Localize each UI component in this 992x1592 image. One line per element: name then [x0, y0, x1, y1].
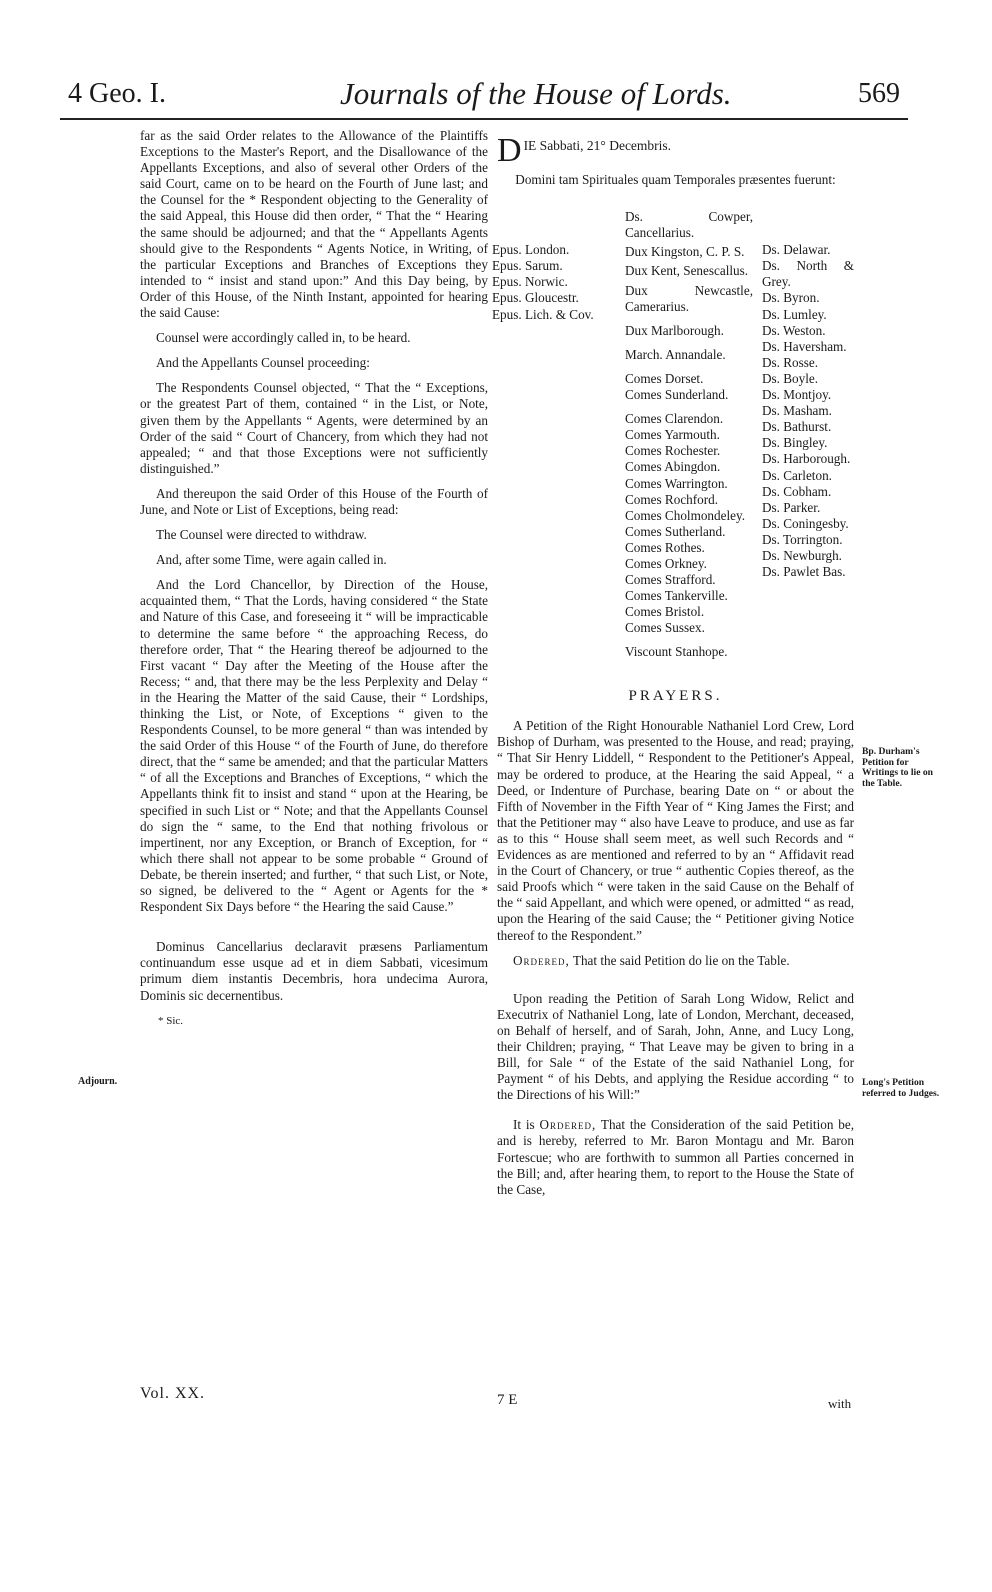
lord-name: Comes Abingdon. — [625, 459, 721, 475]
order-text: That the said Petition do lie on the Table. — [572, 952, 790, 968]
ordered-word-2: Ordered, — [539, 1117, 597, 1133]
paragraph-4: The Respondents Counsel objected, “ That the “ Exceptions, or the greatest Part of them, contained “ in the List, or Note, given them by the Appellants “ Agents, were determined by an Order of the said “ Court of Chancery, from which they had not appealed; “ and that those Exceptions were not sufficiently distinguished.” — [140, 380, 488, 476]
lord-name: Comes Bristol. — [625, 604, 705, 620]
paragraph-7: And, after some Time, were again called in. — [156, 552, 387, 568]
lord-name: Dux Newcastle, Camerarius. — [625, 282, 753, 314]
regnal-year: 4 Geo. I. — [68, 78, 166, 109]
margin-note-durham: Bp. Durham's Petition for Writings to lie on the Table. — [862, 746, 933, 789]
journal-title: Journals of the House of Lords. — [340, 76, 732, 111]
volume-number: Vol. XX. — [140, 1385, 206, 1402]
lord-name: Ds. Lumley. — [762, 306, 827, 322]
drop-cap: D — [497, 132, 522, 169]
paragraph-6: The Counsel were directed to withdraw. — [156, 527, 367, 543]
left-column — [140, 128, 488, 1038]
it-is-text: It is — [513, 1117, 535, 1133]
signature-mark: 7 E — [497, 1392, 518, 1408]
lord-name: Comes Dorset. — [625, 370, 704, 386]
footnote: * Sic. — [158, 1014, 184, 1027]
lord-name: Comes Warrington. — [625, 475, 728, 491]
paragraph-3: And the Appellants Counsel proceeding: — [156, 355, 370, 371]
lord-name: Comes Rochford. — [625, 491, 719, 507]
lord-name: Ds. Montjoy. — [762, 387, 832, 403]
lord-name: Dux Kingston, C. P. S. — [625, 244, 745, 260]
lord-name: Ds. Rosse. — [762, 354, 819, 370]
lord-name: Ds. Cobham. — [762, 483, 832, 499]
lord-name: Ds. Haversham. — [762, 338, 847, 354]
lord-name: Ds. Harborough. — [762, 451, 851, 467]
lord-name: Viscount Stanhope. — [625, 644, 728, 660]
sitting-date — [497, 132, 854, 169]
lord-name: Ds. Boyle. — [762, 370, 819, 386]
lord-name: Epus. Norwic. — [492, 274, 568, 290]
lord-name: Dux Marlborough. — [625, 322, 724, 338]
lord-name: Ds. Masham. — [762, 403, 832, 419]
lord-name: Comes Tankerville. — [625, 588, 728, 604]
lord-name: Epus. London. — [492, 242, 570, 258]
order-referred — [497, 1117, 854, 1197]
page-number: 569 — [858, 78, 900, 109]
lord-name: March. Annandale. — [625, 346, 726, 362]
paragraph-9: Dominus Cancellarius declaravit præsens Parliamentum continuandum esse usque ad et in diem Sabbati, vicesimum primum diem instantis Decembris, hora undecima Aurora, Dominis sic decernentibus. — [140, 939, 488, 1003]
right-column — [492, 132, 854, 1207]
petition-long: Upon reading the Petition of Sarah Long Widow, Relict and Executrix of Nathaniel Long, late of London, Merchant, deceased, on Behalf of herself, and of Sarah, John, Anne, and Lucy Long, their Children; praying, “ That Leave may be given to bring in a Bill, for Sale “ of the Estate of the said Nathaniel Long, for Payment “ of his Debts, and applying the Residue according “ to the Directions of his Will:” — [497, 990, 854, 1103]
lord-name: Comes Sutherland. — [625, 523, 726, 539]
lord-name: Comes Sunderland. — [625, 387, 729, 403]
lord-name: Comes Rothes. — [625, 539, 705, 555]
lord-name: Comes Rochester. — [625, 443, 721, 459]
order-referred-text: That the Consideration of the said Petition be, and is hereby, referred to Mr. Baron Montagu and Mr. Baron Fortescue; who are forthwith to summon all Parties concerned in the Bill; and, after hearing them, to report to the House the State of the Case, — [497, 1117, 854, 1197]
lord-name: Comes Cholmondeley. — [625, 507, 746, 523]
prayers-heading: PRAYERS. — [628, 688, 723, 705]
lord-name: Ds. Coningesby. — [762, 515, 849, 531]
lord-name: Ds. North & Grey. — [762, 258, 854, 290]
lord-name: Comes Orkney. — [625, 555, 707, 571]
lord-name: Comes Sussex. — [625, 620, 705, 636]
peers-list — [625, 209, 753, 660]
margin-note-adjourn: Adjourn. — [78, 1076, 118, 1087]
lord-name: Comes Strafford. — [625, 572, 716, 588]
lord-name: Dux Kent, Senescallus. — [625, 263, 749, 279]
order-lie-on-table — [497, 953, 854, 969]
margin-note-long: Long's Petition referred to Judges. — [862, 1077, 940, 1099]
paragraph-5: And thereupon the said Order of this House of the Fourth of June, and Note or List of Exceptions, being read: — [140, 485, 488, 517]
attendance-heading: Domini tam Spirituales quam Temporales præsentes fuerunt: — [515, 172, 836, 188]
ordered-word: Ordered, — [513, 952, 570, 968]
paragraph-8: And the Lord Chancellor, by Direction of the House, acquainted them, “ That the Lords, having considered “ the State and Nature of this Case, and foreseeing it “ will be impracticable to determine the same before “ the approaching Recess, do therefore order, That “ the Hearing thereof be adjourned to the First vacant “ Day after the Meeting of the House after the Recess; “ and, that there may be the less Perplexity and Delay “ in the Hearing the Matter of the said Cause, their “ Lordships, thinking the List, or Note, of Exceptions “ given to the Respondents Counsel, to be more general “ than was intended by the said Order of this House “ of the Fourth of June, do therefore direct, that the “ same be amended; and that the particular Matters “ of all the Exceptions and Branches of Exceptions, “ which the Appellants think fit to insist and stand “ upon at the Hearing, be specified in such List or “ Note; and that the Appellants Counsel do sign the “ same, to the End that nothing frivolous or impertinent, nor any Exception, or Branch of Exception, for “ which there shall not appear to be some probable “ Ground of Debate, be therein inserted; and further, “ that such List, or Note, so signed, be delivered to the “ Agent or Agents for the * Respondent Six Days before “ the Hearing the said Cause.” — [140, 577, 488, 915]
lord-name: Comes Yarmouth. — [625, 427, 720, 443]
lord-name: Ds. Pawlet Bas. — [762, 564, 846, 580]
header-rule — [60, 118, 908, 120]
attendance-list — [492, 204, 854, 660]
lord-name: Ds. Torrington. — [762, 531, 843, 547]
bishops-list — [492, 242, 594, 322]
lord-name: Ds. Bingley. — [762, 435, 828, 451]
petition-durham: A Petition of the Right Honourable Nathaniel Lord Crew, Lord Bishop of Durham, was presented to the House, and read; praying, “ That Sir Henry Liddell, “ Respondent to the Petitioner's Appeal, may be ordered to produce, at the Hearing the said Appeal, “ a Deed, or Indenture of Purchase, bearing Date on “ or about the Fifth of November in the Fifth Year of “ King James the First; and that the Petitioner may “ also have Leave to produce, and use as far as to this “ House shall seem meet, as well such Records and “ Evidences as are mentioned and referred to by an “ Affidavit read in the Court of Chancery, or true “ authentic Copies thereof, as the said Proofs which “ were taken in the said Cause on the Behalf of the “ said Appellant, and which were opened, or admitted “ as read, upon the Hearing of the said Cause; the “ Petitioner giving Notice thereof to the Respondent.” — [497, 718, 854, 943]
catchword: with — [828, 1396, 852, 1411]
lord-name: Ds. Bathurst. — [762, 419, 832, 435]
barons-list — [762, 242, 854, 580]
lord-name: Ds. Delawar. — [762, 242, 831, 258]
paragraph-2: Counsel were accordingly called in, to be heard. — [156, 330, 411, 346]
lord-name: Ds. Byron. — [762, 290, 820, 306]
lord-name: Comes Clarendon. — [625, 411, 724, 427]
paragraph-1: far as the said Order relates to the Allowance of the Plaintiffs Exceptions to the Master's Report, and the Disallowance of the Appellants Exceptions, and also of several other Orders of the said Court, came on to be heard on the Fourth of June last; and the Counsel for the * Respondent objecting to the Generality of the said Appeal, this House did then order, “ That the “ Hearing the same should be adjourned; and that the “ Appellants Agents should give to the Respondents “ Agents Notice, in Writing, of the particular Exceptions and Branches of Exceptions they intended to “ insist and stand upon:” And this Day being, by Order of this House, of the Ninth Instant, appointed for hearing the said Cause: — [140, 128, 488, 321]
lord-name: Epus. Sarum. — [492, 258, 563, 274]
lord-name: Ds. Newburgh. — [762, 547, 842, 563]
lord-name: Epus. Lich. & Cov. — [492, 306, 594, 322]
lord-name: Epus. Gloucestr. — [492, 290, 579, 306]
lord-name: Ds. Weston. — [762, 322, 826, 338]
page-header — [60, 70, 900, 120]
lord-name: Ds. Cowper, Cancellarius. — [625, 209, 753, 241]
lord-name: Ds. Carleton. — [762, 467, 832, 483]
lord-name: Ds. Parker. — [762, 499, 821, 515]
sitting-date-text: IE Sabbati, 21° Decembris. — [523, 138, 672, 153]
